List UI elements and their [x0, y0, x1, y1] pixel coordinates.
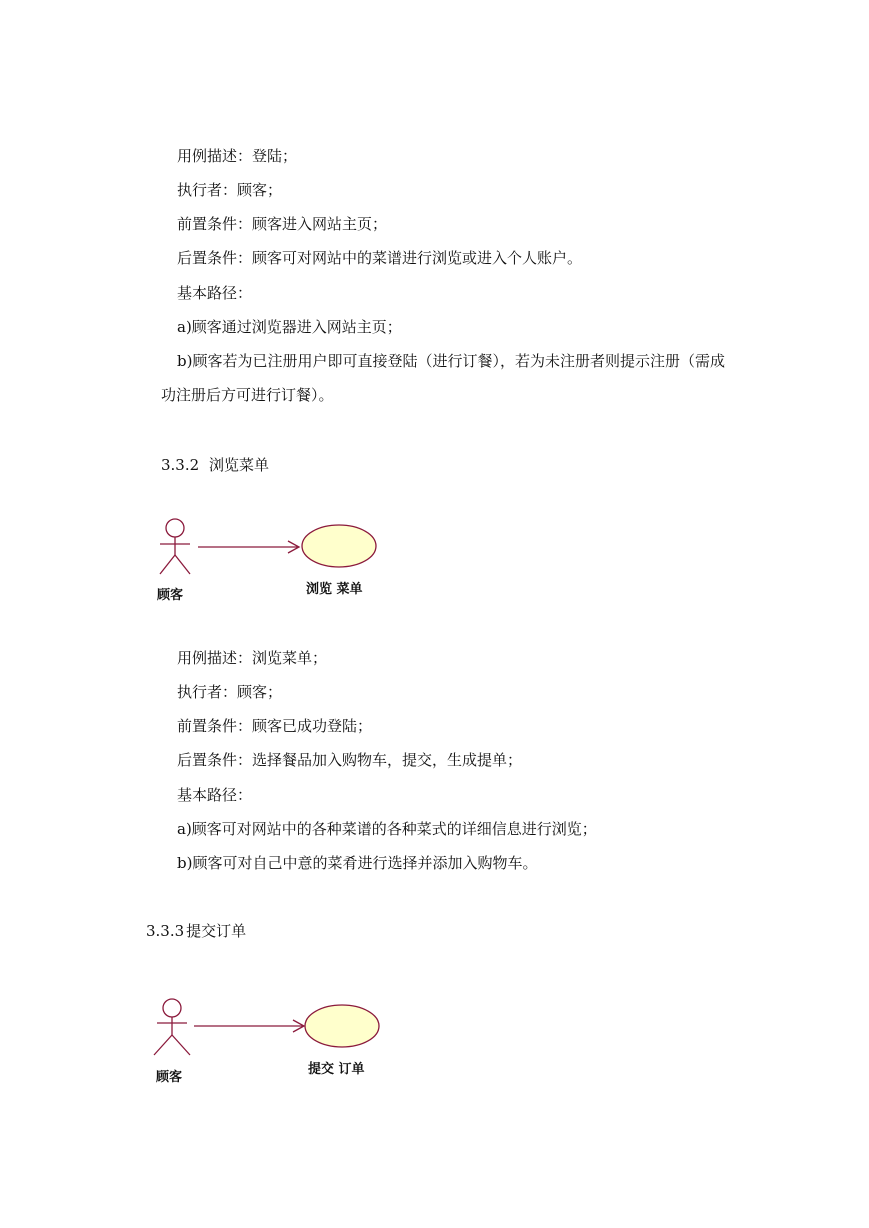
text-line: 执行者：顾客； — [177, 683, 283, 701]
text-line: 执行者：顾客； — [177, 181, 283, 199]
use-case-diagram-submit-order — [146, 992, 391, 1087]
text-line: a)顾客通过浏览器进入网站主页； — [177, 318, 402, 336]
section-heading-3-3-3 — [146, 921, 246, 941]
diagram-graphic — [146, 992, 391, 1062]
text-line: 后置条件：顾客可对网站中的菜谱进行浏览或进入个人账户。 — [177, 249, 583, 267]
heading-title: 提交订单 — [186, 922, 247, 940]
usecase-label: 浏览 菜单 — [306, 582, 363, 597]
heading-title: 浏览菜单 — [209, 456, 270, 474]
actor-figure — [160, 519, 190, 574]
usecase-ellipse — [305, 1005, 379, 1047]
text-line: 基本路径： — [177, 786, 253, 804]
usecase-ellipse — [302, 525, 376, 567]
text-line: a)顾客可对网站中的各种菜谱的各种菜式的详细信息进行浏览； — [177, 820, 597, 838]
text-line: 用例描述：浏览菜单； — [177, 649, 328, 667]
text-line: 后置条件：选择餐品加入购物车，提交，生成提单； — [177, 751, 523, 769]
text-line: 用例描述：登陆； — [177, 147, 298, 165]
association-arrow — [198, 541, 299, 553]
text-line: 功注册后方可进行订餐）。 — [161, 386, 334, 404]
diagram-graphic — [150, 512, 390, 582]
association-arrow — [194, 1020, 304, 1032]
text-line: b)顾客若为已注册用户即可直接登陆（进行订餐），若为未注册者则提示注册（需成 — [177, 352, 725, 370]
text-line: b)顾客可对自己中意的菜肴进行选择并添加入购物车。 — [177, 854, 538, 872]
actor-label: 顾客 — [157, 588, 184, 603]
usecase-label: 提交 订单 — [308, 1062, 365, 1077]
heading-number: 3.3.2 — [161, 456, 200, 474]
actor-label: 顾客 — [156, 1070, 183, 1085]
actor-figure — [154, 999, 190, 1055]
text-line: 前置条件：顾客已成功登陆； — [177, 717, 373, 735]
text-line: 前置条件：顾客进入网站主页； — [177, 215, 388, 233]
heading-number: 3.3.3 — [146, 922, 185, 940]
text-line: 基本路径： — [177, 284, 253, 302]
use-case-diagram-browse-menu — [150, 512, 390, 607]
section-heading-3-3-2 — [161, 455, 269, 475]
